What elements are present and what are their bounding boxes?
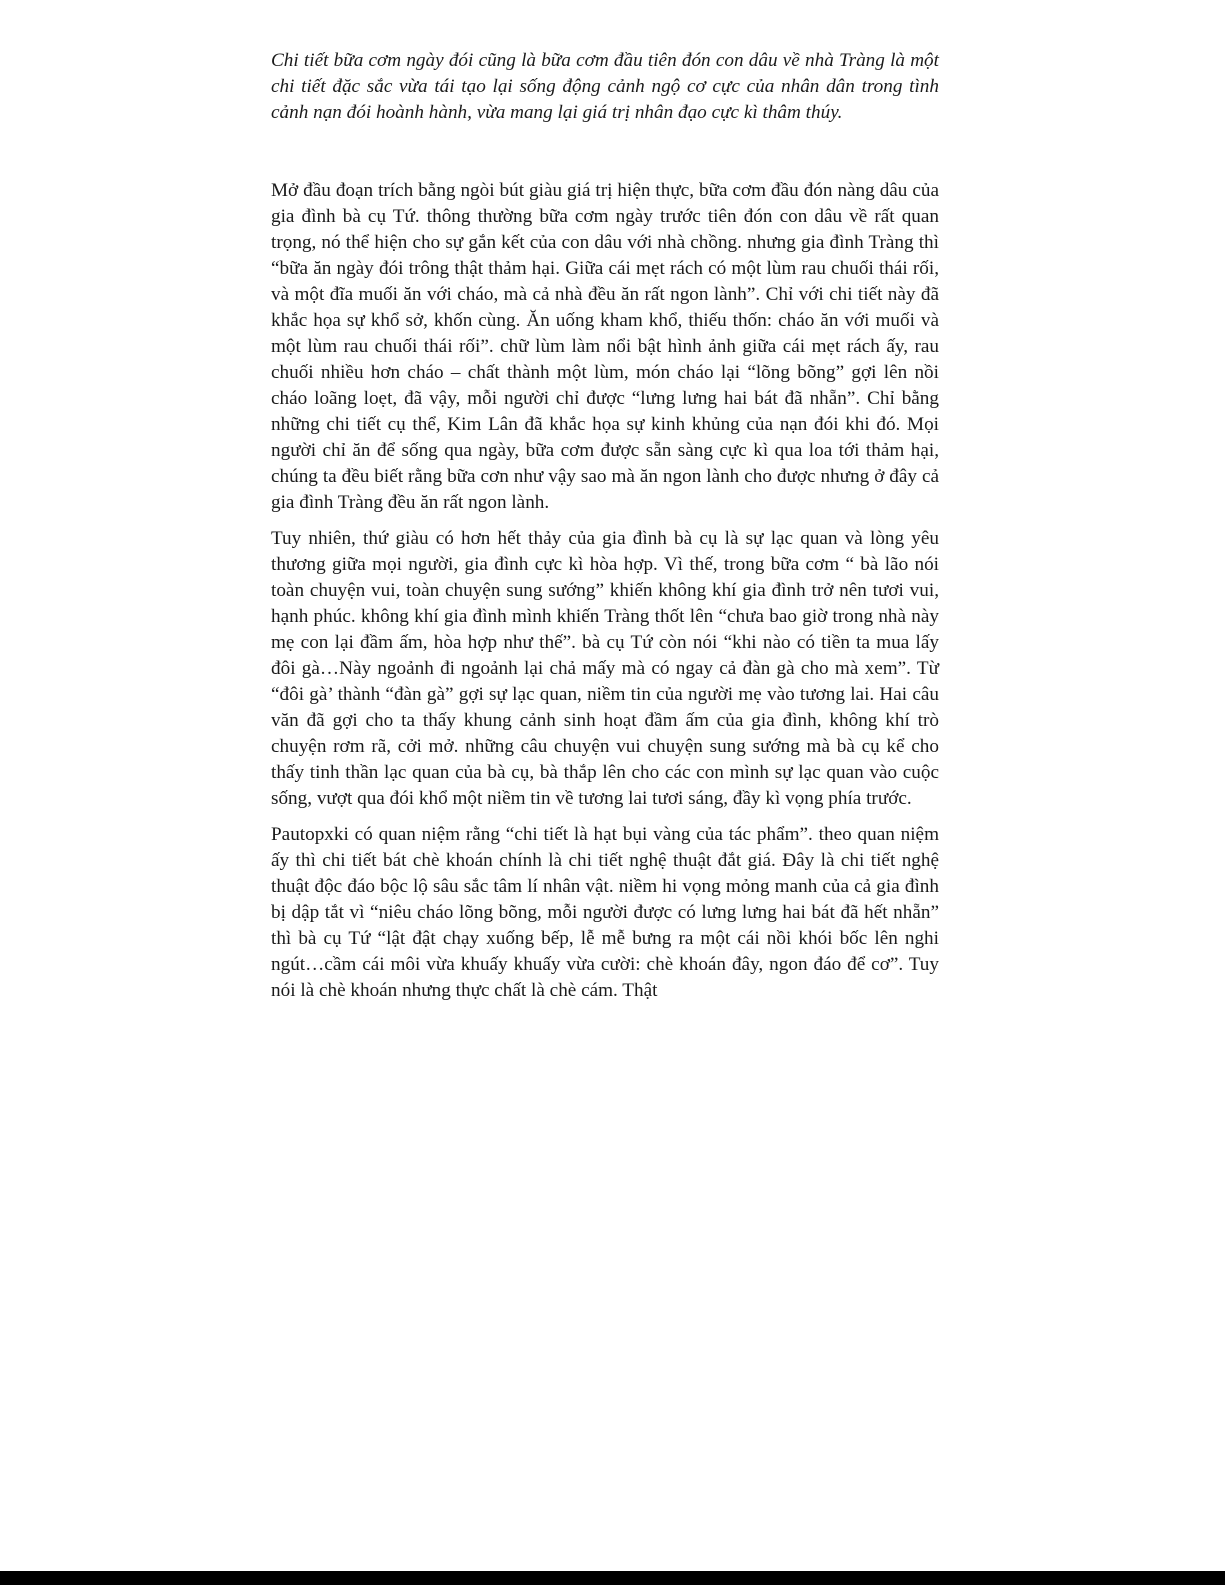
document-page: [271, 48, 939, 1014]
page-bottom-bar: [0, 1571, 1225, 1585]
intro-paragraph: Chi tiết bữa cơm ngày đói cũng là bữa cơm đầu tiên đón con dâu về nhà Tràng là một chi tiết đặc sắc vừa tái tạo lại sống động cảnh ngộ cơ cực của nhân dân trong tình cảnh nạn đói hoành hành, vừa mang lại giá trị nhân đạo cực kì thâm thúy.: [271, 50, 939, 123]
body-paragraph-1: Mở đầu đoạn trích bằng ngòi bút giàu giá trị hiện thực, bữa cơm đầu đón nàng dâu của gia đình bà cụ Tứ. thông thường bữa cơm ngày trước tiên đón con dâu về rất quan trọng, nó thể hiện cho sự gắn kết của con dâu với nhà chồng. nhưng gia đình Tràng thì “bữa ăn ngày đói trông thật thảm hại. Giữa cái mẹt rách có một lùm rau chuối thái rối, và một đĩa muối ăn với cháo, mà cả nhà đều ăn rất ngon lành”. Chỉ với chi tiết này đã khắc họa sự khổ sở, khốn cùng. Ăn uống kham khổ, thiếu thốn: cháo ăn với muối và một lùm rau chuối thái rối”. chữ lùm làm nổi bật hình ảnh giữa cái mẹt rách ấy, rau chuối nhiều hơn cháo – chất thành một lùm, món cháo lại “lõng bõng” gợi lên nồi cháo loãng loẹt, đã vậy, mỗi người chỉ được “lưng lưng hai bát đã nhẵn”. Chỉ bằng những chi tiết cụ thể, Kim Lân đã khắc họa sự kinh khủng của nạn đói khi đó. Mọi người chỉ ăn để sống qua ngày, bữa cơm được sẵn sàng cực kì qua loa tới thảm hại, chúng ta đều biết rằng bữa cơn như vậy sao mà ăn ngon lành cho được nhưng ở đây cả gia đình Tràng đều ăn rất ngon lành.: [271, 180, 939, 513]
body-paragraph-2: Tuy nhiên, thứ giàu có hơn hết thảy của gia đình bà cụ là sự lạc quan và lòng yêu thương giữa mọi người, gia đình cực kì hòa hợp. Vì thế, trong bữa cơm “ bà lão nói toàn chuyện vui, toàn chuyện sung sướng” khiến không khí gia đình trở nên tươi vui, hạnh phúc. không khí gia đình mình khiến Tràng thốt lên “chưa bao giờ trong nhà này mẹ con lại đầm ấm, hòa hợp như thế”. bà cụ Tứ còn nói “khi nào có tiền ta mua lấy đôi gà…Này ngoảnh đi ngoảnh lại chả mấy mà có ngay cả đàn gà cho mà xem”. Từ “đôi gà’ thành “đàn gà” gợi sự lạc quan, niềm tin của người mẹ vào tương lai. Hai câu văn đã gợi cho ta thấy khung cảnh sinh hoạt đầm ấm của gia đình, không khí trò chuyện rơm rã, cởi mở. những câu chuyện vui chuyện sung sướng mà bà cụ kể cho thấy tinh thần lạc quan của bà cụ, bà thắp lên cho các con mình sự lạc quan vào cuộc sống, vượt qua đói khổ một niềm tin về tương lai tươi sáng, đầy kì vọng phía trước.: [271, 528, 939, 809]
body-paragraph-3: Pautopxki có quan niệm rằng “chi tiết là hạt bụi vàng của tác phẩm”. theo quan niệm ấy thì chi tiết bát chè khoán chính là chi tiết nghệ thuật đắt giá. Đây là chi tiết nghệ thuật độc đáo bộc lộ sâu sắc tâm lí nhân vật. niềm hi vọng mỏng manh của cả gia đình bị dập tắt vì “niêu cháo lõng bõng, mỗi người được có lưng lưng hai bát đã hết nhẵn” thì bà cụ Tứ “lật đật chạy xuống bếp, lễ mễ bưng ra một cái nồi khói bốc lên nghi ngút…cầm cái môi vừa khuấy khuấy vừa cười: chè khoán đây, ngon đáo để cơ”. Tuy nói là chè khoán nhưng thực chất là chè cám. Thật: [271, 824, 939, 1001]
